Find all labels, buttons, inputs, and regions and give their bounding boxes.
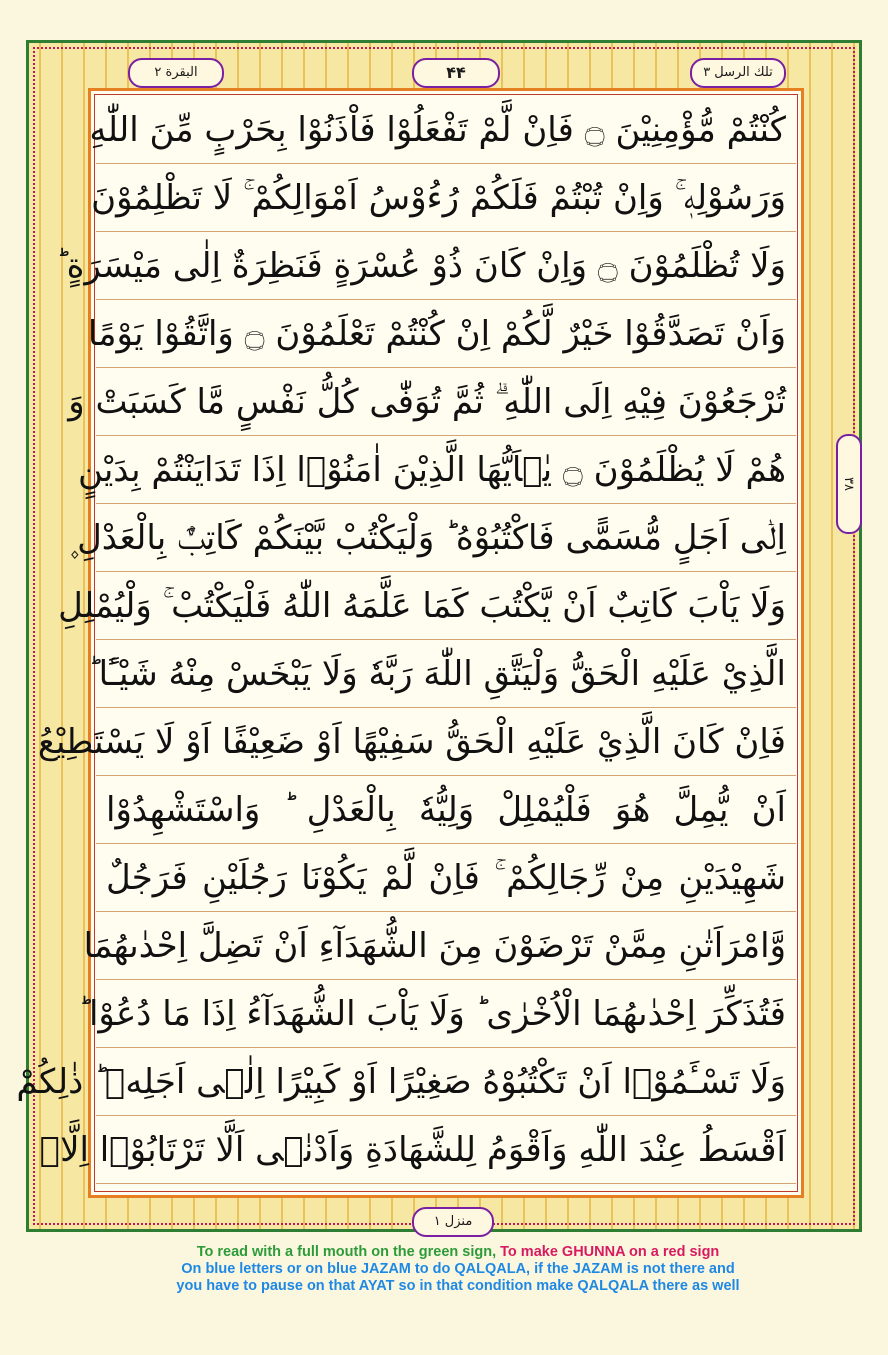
- verse-line: وَلَا تَسْـَٔمُوْۤا اَنْ تَكْتُبُوْهُ صَغِيْرًا اَوْ كَبِيْرًا اِلٰۤى اَجَلِهٖ ؕ ذٰلِكُمْ: [96, 1048, 796, 1116]
- verse-line: وَلَا تُظْلَمُوْنَ ۝ وَاِنْ كَانَ ذُوْ عُسْرَةٍ فَنَظِرَةٌ اِلٰى مَيْسَرَةٍ ؕ: [96, 232, 796, 300]
- verse-line: اَنْ يُّمِلَّ هُوَ فَلْيُمْلِلْ وَلِيُّهٗ بِالْعَدْلِ ؕ وَاسْتَشْهِدُوْا: [96, 776, 796, 844]
- page-number-badge: ۴۴: [412, 58, 500, 88]
- verse-line: تُرْجَعُوْنَ فِيْهِ اِلَى اللّٰهِ ۗ ثُمَّ تُوَفّٰى كُلُّ نَفْسٍ مَّا كَسَبَتْ وَ: [96, 368, 796, 436]
- legend-green-text: To read with a full mouth on the green sign,: [196, 1244, 497, 1260]
- verse-line: وَرَسُوْلِهٖ ۚ وَاِنْ تُبْتُمْ فَلَكُمْ رُءُوْسُ اَمْوَالِكُمْ ۚ لَا تَظْلِمُوْنَ: [96, 164, 796, 232]
- legend-line-2: On blue letters or on blue JAZAM to do QALQALA, if the JAZAM is not there and: [181, 1261, 735, 1277]
- verse-line: كُنْتُمْ مُّؤْمِنِيْنَ ۝ فَاِنْ لَّمْ تَفْعَلُوْا فَاْذَنُوْا بِحَرْبٍ مِّنَ اللّٰهِ: [96, 96, 796, 164]
- verse-lines: [16, 96, 796, 1190]
- tajweed-legend: [88, 1244, 828, 1295]
- verse-line: وَاَنْ تَصَدَّقُوْا خَيْرٌ لَّكُمْ اِنْ كُنْتُمْ تَعْلَمُوْنَ ۝ وَاتَّقُوْا يَوْمًا: [96, 300, 796, 368]
- verse-line: الَّذِيْ عَلَيْهِ الْحَقُّ وَلْيَتَّقِ اللّٰهَ رَبَّهٗ وَلَا يَبْخَسْ مِنْهُ شَيْـًٔا ؕ: [96, 640, 796, 708]
- manzil-badge: منزل ۱: [412, 1207, 494, 1237]
- verse-line: فَتُذَكِّرَ اِحْدٰىهُمَا الْاُخْرٰى ؕ وَلَا يَاْبَ الشُّهَدَآءُ اِذَا مَا دُعُوْا ؕ: [96, 980, 796, 1048]
- legend-line-1: [88, 1244, 828, 1261]
- verse-line: وَّامْرَاَتٰنِ مِمَّنْ تَرْضَوْنَ مِنَ الشُّهَدَآءِ اَنْ تَضِلَّ اِحْدٰىهُمَا: [96, 912, 796, 980]
- verse-line: فَاِنْ كَانَ الَّذِيْ عَلَيْهِ الْحَقُّ سَفِيْهًا اَوْ ضَعِيْفًا اَوْ لَا يَسْتَطِيْعُ: [96, 708, 796, 776]
- verse-line: وَلَا يَاْبَ كَاتِبٌ اَنْ يَّكْتُبَ كَمَا عَلَّمَهُ اللّٰهُ فَلْيَكْتُبْ ۚ وَلْيُمْلِلِ: [96, 572, 796, 640]
- surah-name-badge: البقرة ۲: [128, 58, 224, 88]
- legend-line-3: you have to pause on that AYAT so in that condition make QALQALA there as well: [176, 1278, 740, 1294]
- juz-name-badge: تلك الرسل ۳: [690, 58, 786, 88]
- ruku-marker: ۳۸: [836, 434, 862, 534]
- verse-line: اَقْسَطُ عِنْدَ اللّٰهِ وَاَقْوَمُ لِلشَّهَادَةِ وَاَدْنٰۤى اَلَّا تَرْتَابُوْۤا اِلَّاۤ: [96, 1116, 796, 1184]
- verse-line: اِلٰۤى اَجَلٍ مُّسَمًّى فَاكْتُبُوْهُ ؕ وَلْيَكْتُبْ بَّيْنَكُمْ كَاتِبٌۢ بِالْعَدْلِ ۪: [96, 504, 796, 572]
- legend-red-text: To make GHUNNA on a red sign: [500, 1244, 720, 1260]
- verse-line: شَهِيْدَيْنِ مِنْ رِّجَالِكُمْ ۚ فَاِنْ لَّمْ يَكُوْنَا رَجُلَيْنِ فَرَجُلٌ: [96, 844, 796, 912]
- verse-line: هُمْ لَا يُظْلَمُوْنَ ۝ يٰۤاَيُّهَا الَّذِيْنَ اٰمَنُوْۤا اِذَا تَدَايَنْتُمْ بِدَيْنٍ: [96, 436, 796, 504]
